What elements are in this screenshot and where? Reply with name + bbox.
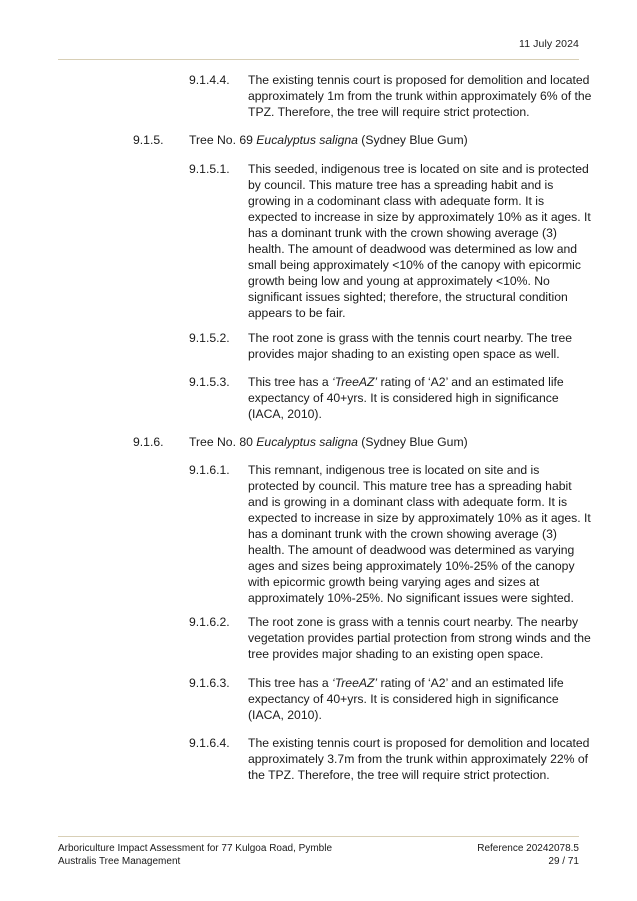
footer-document-title: Arboriculture Impact Assessment for 77 Kulgoa Road, Pymble: [58, 843, 333, 854]
section-number: 9.1.5.: [133, 133, 164, 147]
paragraph-text: This tree has a ‘TreeAZ’ rating of ‘A2’ and an estimated life expectancy of 40+yrs. It is considered high in significance (IACA, 2010).: [248, 375, 564, 421]
rating-system-name: ‘TreeAZ’: [332, 375, 378, 389]
rating-system-name: ‘TreeAZ’: [332, 676, 378, 690]
paragraph-text: The existing tennis court is proposed for demolition and located approximately 3.7m from the trunk within approximately 22% of the TPZ. Therefore, the tree will require strict protection.: [248, 736, 590, 782]
paragraph-number: 9.1.6.3.: [189, 676, 230, 690]
paragraph-text: The existing tennis court is proposed for demolition and located approximately 1m from the trunk within approximately 6% of the TPZ. Therefore, the tree will require strict protection.: [248, 73, 592, 119]
paragraph-text: This tree has a ‘TreeAZ’ rating of ‘A2’ and an estimated life expectancy of 40+yrs. It is considered high in significance (IACA, 2010).: [248, 676, 564, 722]
paragraph-text: The root zone is grass with a tennis court nearby. The nearby vegetation provides partial protection from strong winds and the tree provides major shading to an existing open space.: [248, 615, 591, 661]
section-number: 9.1.6.: [133, 435, 164, 449]
page-number: 29 / 71: [548, 856, 579, 867]
header-date: 11 July 2024: [519, 38, 579, 50]
paragraph-number: 9.1.4.4.: [189, 73, 230, 87]
paragraph-number: 9.1.6.4.: [189, 736, 230, 750]
paragraph-number: 9.1.5.2.: [189, 331, 230, 345]
paragraph-number: 9.1.5.3.: [189, 375, 230, 389]
paragraph-text: The root zone is grass with the tennis court nearby. The tree provides major shading to an existing open space as well.: [248, 331, 573, 361]
paragraph-text: This remnant, indigenous tree is located on site and is protected by council. This mature tree has a spreading habit and is growing in a dominant class with adequate form. It is expected to increase in size by approximately 10% as it ages. It has a dominant trunk with the crown showing average (3) health. The amount of deadwood was determined as varying ages and sizes being approximately 10%-25% of the canopy with epicormic growth being varying ages and sizes at approximately 10%-25%. No significant issues were sighted.: [248, 463, 591, 605]
section-title: Tree No. 69 Eucalyptus saligna (Sydney Blue Gum): [189, 133, 468, 147]
footer-left: [58, 842, 332, 868]
header-divider: [58, 59, 579, 60]
species-name: Eucalyptus saligna: [256, 435, 358, 449]
footer-right: [477, 842, 579, 868]
section-title: Tree No. 80 Eucalyptus saligna (Sydney Blue Gum): [189, 435, 468, 449]
paragraph-number: 9.1.6.2.: [189, 615, 230, 629]
footer-company: Australis Tree Management: [58, 856, 181, 867]
paragraph-text: This seeded, indigenous tree is located on site and is protected by council. This mature tree has a spreading habit and is growing in a codominant class with adequate form. It is expected to increase in size by approximately 10% as it ages. It has a dominant trunk with the crown showing average (3) health. The amount of deadwood was determined as low and small being approximately <10% of the canopy with epicormic growth being low and young at approximately <10%. No significant issues sighted; therefore, the structural condition appears to be fair.: [248, 162, 591, 320]
species-name: Eucalyptus saligna: [256, 133, 358, 147]
paragraph-number: 9.1.6.1.: [189, 463, 230, 477]
paragraph-number: 9.1.5.1.: [189, 162, 230, 176]
footer-divider: [58, 836, 579, 837]
footer-reference: Reference 20242078.5: [477, 843, 579, 854]
